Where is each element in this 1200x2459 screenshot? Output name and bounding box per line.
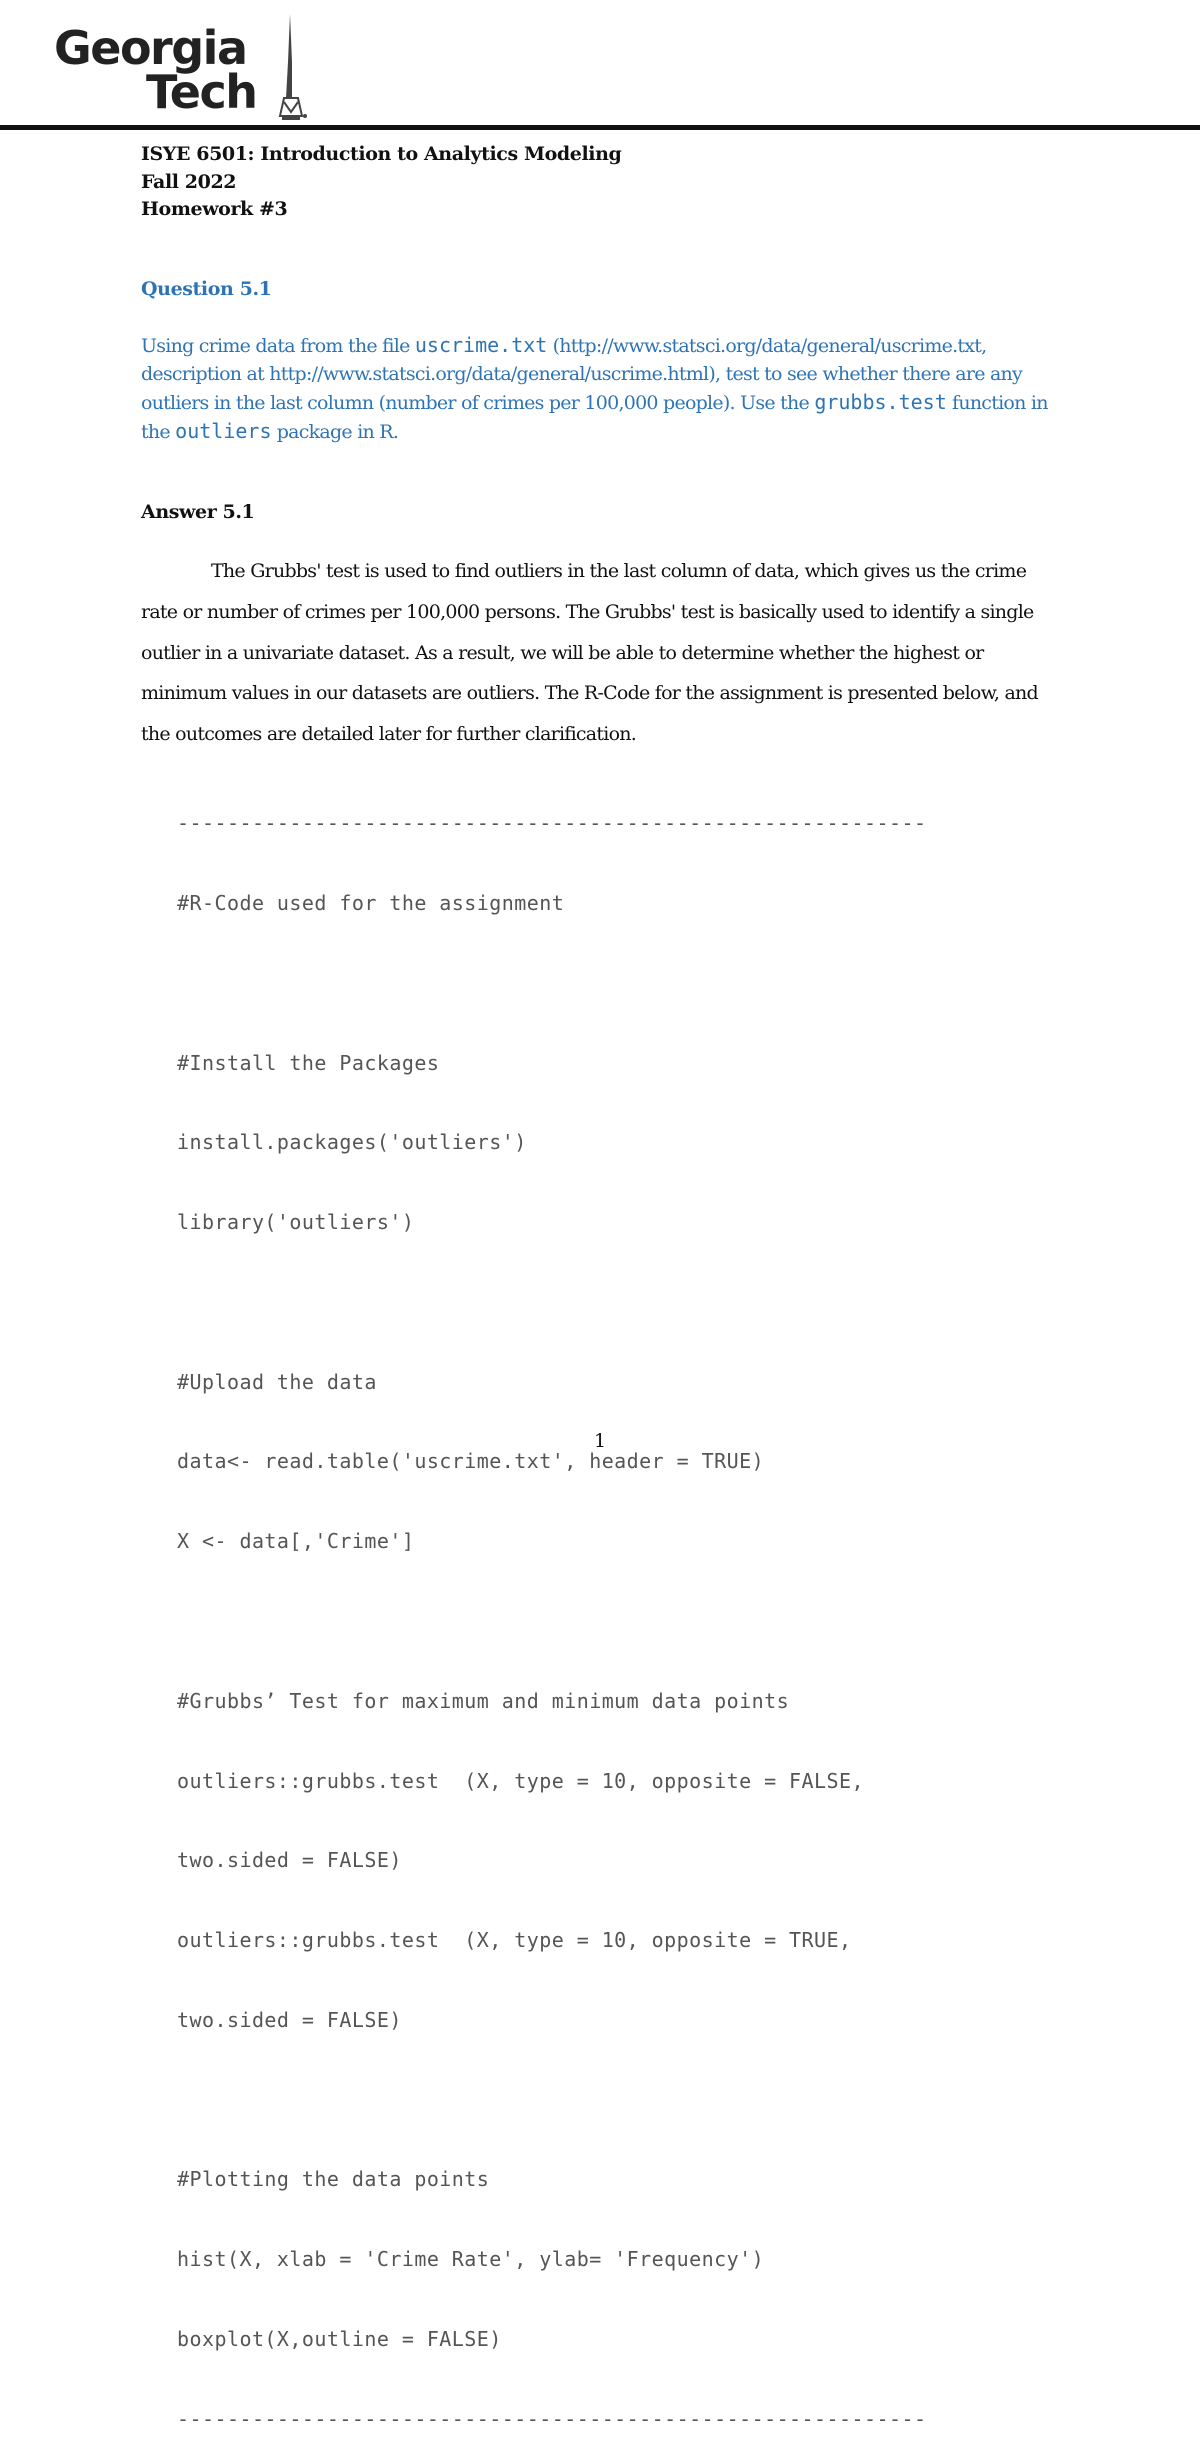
logo-line-georgia: Georgia — [54, 21, 247, 75]
code-line: #Grubbs’ Test for maximum and minimum data points — [177, 1688, 790, 1713]
course-title: ISYE 6501: Introduction to Analytics Modeling — [141, 143, 622, 165]
question-text — [141, 331, 1076, 446]
question-text-part: function in the — [141, 392, 1048, 443]
code-line — [177, 2087, 977, 2114]
file-name-code: uscrime.txt — [414, 333, 548, 357]
code-line: two.sided = FALSE) — [177, 1848, 402, 1873]
code-line: outliers::grubbs.test (X, type = 10, opposite = TRUE, — [177, 1928, 852, 1953]
answer-paragraph: The Grubbs' test is used to find outliers in the last column of data, which gives us the crime rate or number of crimes per 100,000 persons. The Grubbs' test is basically used to identify a single outlier in a univariate dataset. As a result, we will be able to determine whether the highest or minimum values in our datasets are outliers. The R-Code for the assignment is presented below, and the outcomes are detailed later for further clarification. — [141, 560, 1038, 746]
code-line: two.sided = FALSE) — [177, 2007, 402, 2032]
code-line: outliers::grubbs.test (X, type = 10, opposite = FALSE, — [177, 1768, 865, 1793]
code-line: boxplot(X,outline = FALSE) — [177, 2327, 502, 2352]
r-code-block — [177, 757, 977, 2459]
question-text-part: Using crime data from the file — [141, 335, 415, 357]
code-line: ------------------------------------------------------------ — [177, 2406, 927, 2431]
tech-tower-icon — [276, 12, 322, 124]
answer-heading: Answer 5.1 — [141, 501, 255, 523]
code-line: ------------------------------------------------------------ — [177, 811, 927, 836]
logo-wordmark — [54, 21, 257, 119]
question-text-part: package in R. — [271, 421, 399, 443]
code-line: #Upload the data — [177, 1369, 377, 1394]
logo-line-tech: Tech — [146, 65, 257, 119]
code-line — [177, 1608, 977, 1635]
package-name-code: outliers — [175, 419, 272, 443]
code-line: #Install the Packages — [177, 1050, 440, 1075]
georgia-tech-logo — [54, 12, 324, 124]
document-header — [141, 141, 621, 224]
code-line: library('outliers') — [177, 1210, 415, 1235]
code-line: install.packages('outliers') — [177, 1130, 527, 1155]
page-number: 1 — [593, 1430, 607, 1452]
homework-label: Homework #3 — [141, 198, 288, 220]
question-heading: Question 5.1 — [141, 278, 272, 300]
code-line — [177, 970, 977, 997]
code-line: #R-Code used for the assignment — [177, 890, 565, 915]
function-name-code: grubbs.test — [814, 390, 947, 414]
code-line — [177, 1289, 977, 1316]
code-line: data<- read.table('uscrime.txt', header = TRUE) — [177, 1449, 765, 1474]
term-label: Fall 2022 — [141, 170, 237, 193]
header-divider — [0, 125, 1200, 130]
code-line: hist(X, xlab = 'Crime Rate', ylab= 'Frequency') — [177, 2247, 765, 2272]
code-line: #Plotting the data points — [177, 2167, 490, 2192]
code-line: X <- data[,'Crime'] — [177, 1529, 415, 1554]
question-text-part: (http://www.statsci.org/data/general/uscrime.txt, description at http://www.statsci.org/data/general/uscrime.html), test to see whether there are any outliers in the last column (number of crimes per 100,000 people). Use the — [141, 335, 1023, 414]
